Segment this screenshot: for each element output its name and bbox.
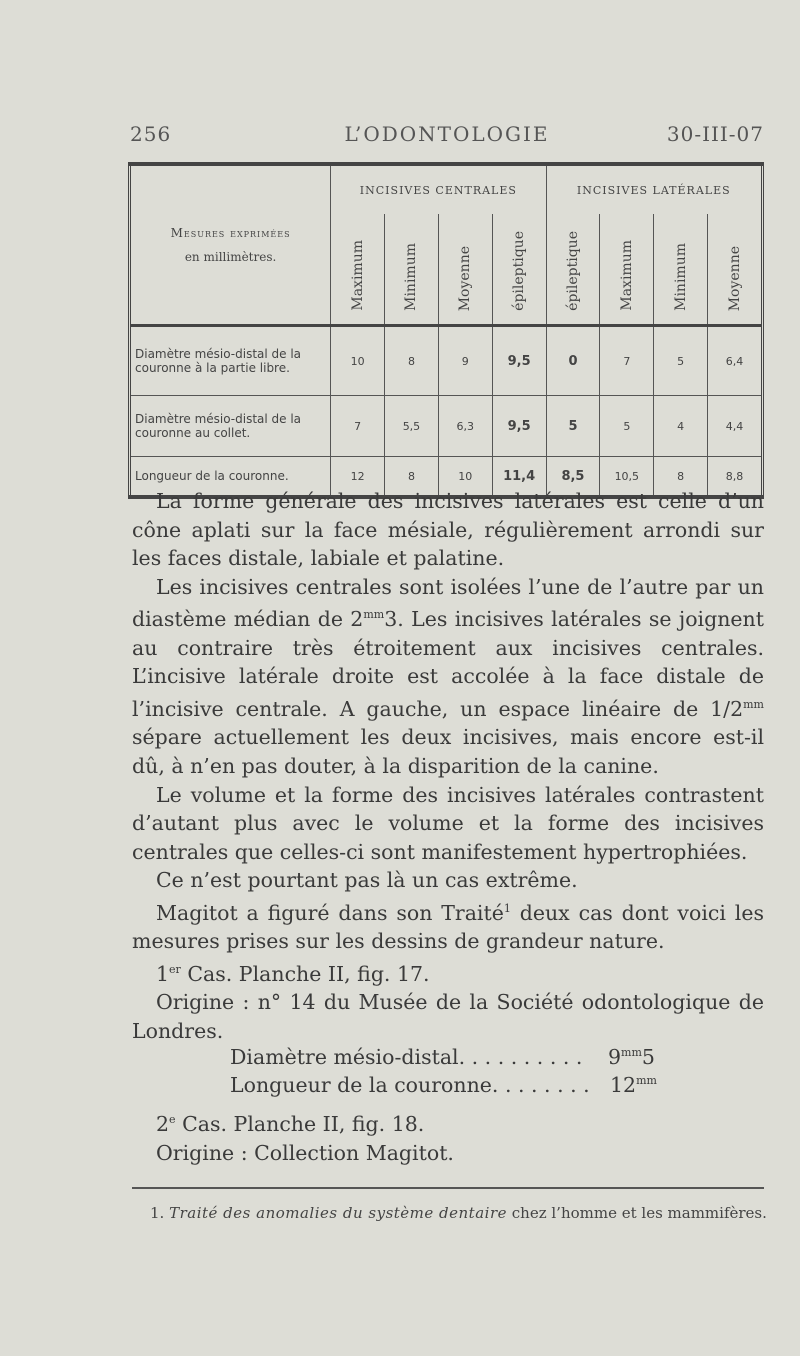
paragraph: Ce n’est pourtant pas là un cas extrême. [156,868,578,893]
col-central-epileptic: épileptique [492,214,546,326]
paragraph: Magitot a figuré dans son Traité$^1$ deux cas dont voici les mesures prises sur les dessins de grandeur nature. [132,900,764,954]
cell: 4 [654,396,708,457]
col-central-mean: Moyenne [438,214,492,326]
cell: 9,5 [492,396,546,457]
cell: 5,5 [385,396,439,457]
measurements-table-wrap [128,162,764,484]
table-label-heading [130,164,331,326]
col-central-min: Minimum [385,214,439,326]
group-lateral-heading: INCISIVES LATÉRALES [546,164,762,214]
cell: 4,4 [708,396,763,457]
paragraph: La forme générale des incisives latérales est celle d’un cône aplati sur la face mésiale, régulièrement arrondi sur les faces distale, labiale et palatine. [132,489,764,571]
measure-label-2: Longueur de la couronne. . . . . . . . [230,1073,590,1097]
cell: 8,5 [546,457,600,498]
measurements-table [128,162,764,499]
paragraph: Origine : n° 14 du Musée de la Société odontologique de Londres. [132,990,764,1043]
paragraph: Les incisives centrales sont isolées l’une de l’autre par un diastème médian de $2^{mm}3$. Les incisives latérales se joignent au contraire très étroitement aux incisives centrales. L’incisive latérale droite est accolée à la face distale de l’incisive centrale. A gauche, un espace linéaire de $1/2^{mm}$ sépare actuellement les deux incisives, mais encore est-il dû, à n’en pas douter, à la disparition de la canine. [132,574,764,778]
origin-2-line: Origine : Collection Magitot. [156,1141,454,1165]
cell: 0 [546,326,600,396]
group-central-heading: INCISIVES CENTRALES [331,164,546,214]
table-row [130,326,763,396]
col-lateral-mean: Moyenne [708,214,763,326]
col-lateral-min: Minimum [654,214,708,326]
row-label: Longueur de la couronne. [130,457,331,498]
issue-date: 30-III-07 [666,122,764,146]
col-lateral-max: Maximum [600,214,654,326]
cell: 5 [546,396,600,457]
cell: 12 [331,457,385,498]
row-label: Diamètre mésio-distal de la couronne au collet. [130,396,331,457]
label-heading-line1: Mesures exprimées [170,226,291,240]
cell: 7 [600,326,654,396]
running-header [130,122,764,162]
cell: 9 [438,326,492,396]
cell: 8,8 [708,457,763,498]
measure-value-2: $12^{mm}$ [610,1073,657,1097]
cell: 10 [438,457,492,498]
footnote-rule [132,1187,764,1189]
cell: 11,4 [492,457,546,498]
cell: 8 [385,457,439,498]
cell: 8 [385,326,439,396]
row-label: Diamètre mésio-distal de la couronne à la partie libre. [130,326,331,396]
cell: 6,3 [438,396,492,457]
cell: 8 [654,457,708,498]
table-row [130,396,763,457]
cell: 6,4 [708,326,763,396]
label-heading-line2: en millimètres. [184,250,277,264]
cell: 10 [331,326,385,396]
cell: 5 [600,396,654,457]
footnote-ref[interactable]: 1 [503,901,511,915]
journal-title: L’ODONTOLOGIE [344,122,550,146]
cell: 7 [331,396,385,457]
footnote: 1. Traité des anomalies du système dentaire chez l’homme et les mammifères. [150,1204,767,1222]
case-2-line: 2e Cas. Planche II, fig. 18. [156,1112,425,1136]
cell: 5 [654,326,708,396]
body-text [132,487,764,1046]
paragraph: 1er Cas. Planche II, fig. 17. [156,961,430,986]
col-lateral-epileptic: épileptique [546,214,600,326]
col-central-max: Maximum [331,214,385,326]
cell: 10,5 [600,457,654,498]
cell: 9,5 [492,326,546,396]
measure-label-1: Diamètre mésio-distal. . . . . . . . . . [230,1045,583,1069]
paragraph: Le volume et la forme des incisives latérales contrastent d’autant plus avec le volume et la forme des incisives centrales que celles-ci sont manifestement hypertrophiées. [132,782,764,864]
measure-value-1: $9^{mm}5$ [608,1045,655,1069]
page-number: 256 [130,122,172,146]
